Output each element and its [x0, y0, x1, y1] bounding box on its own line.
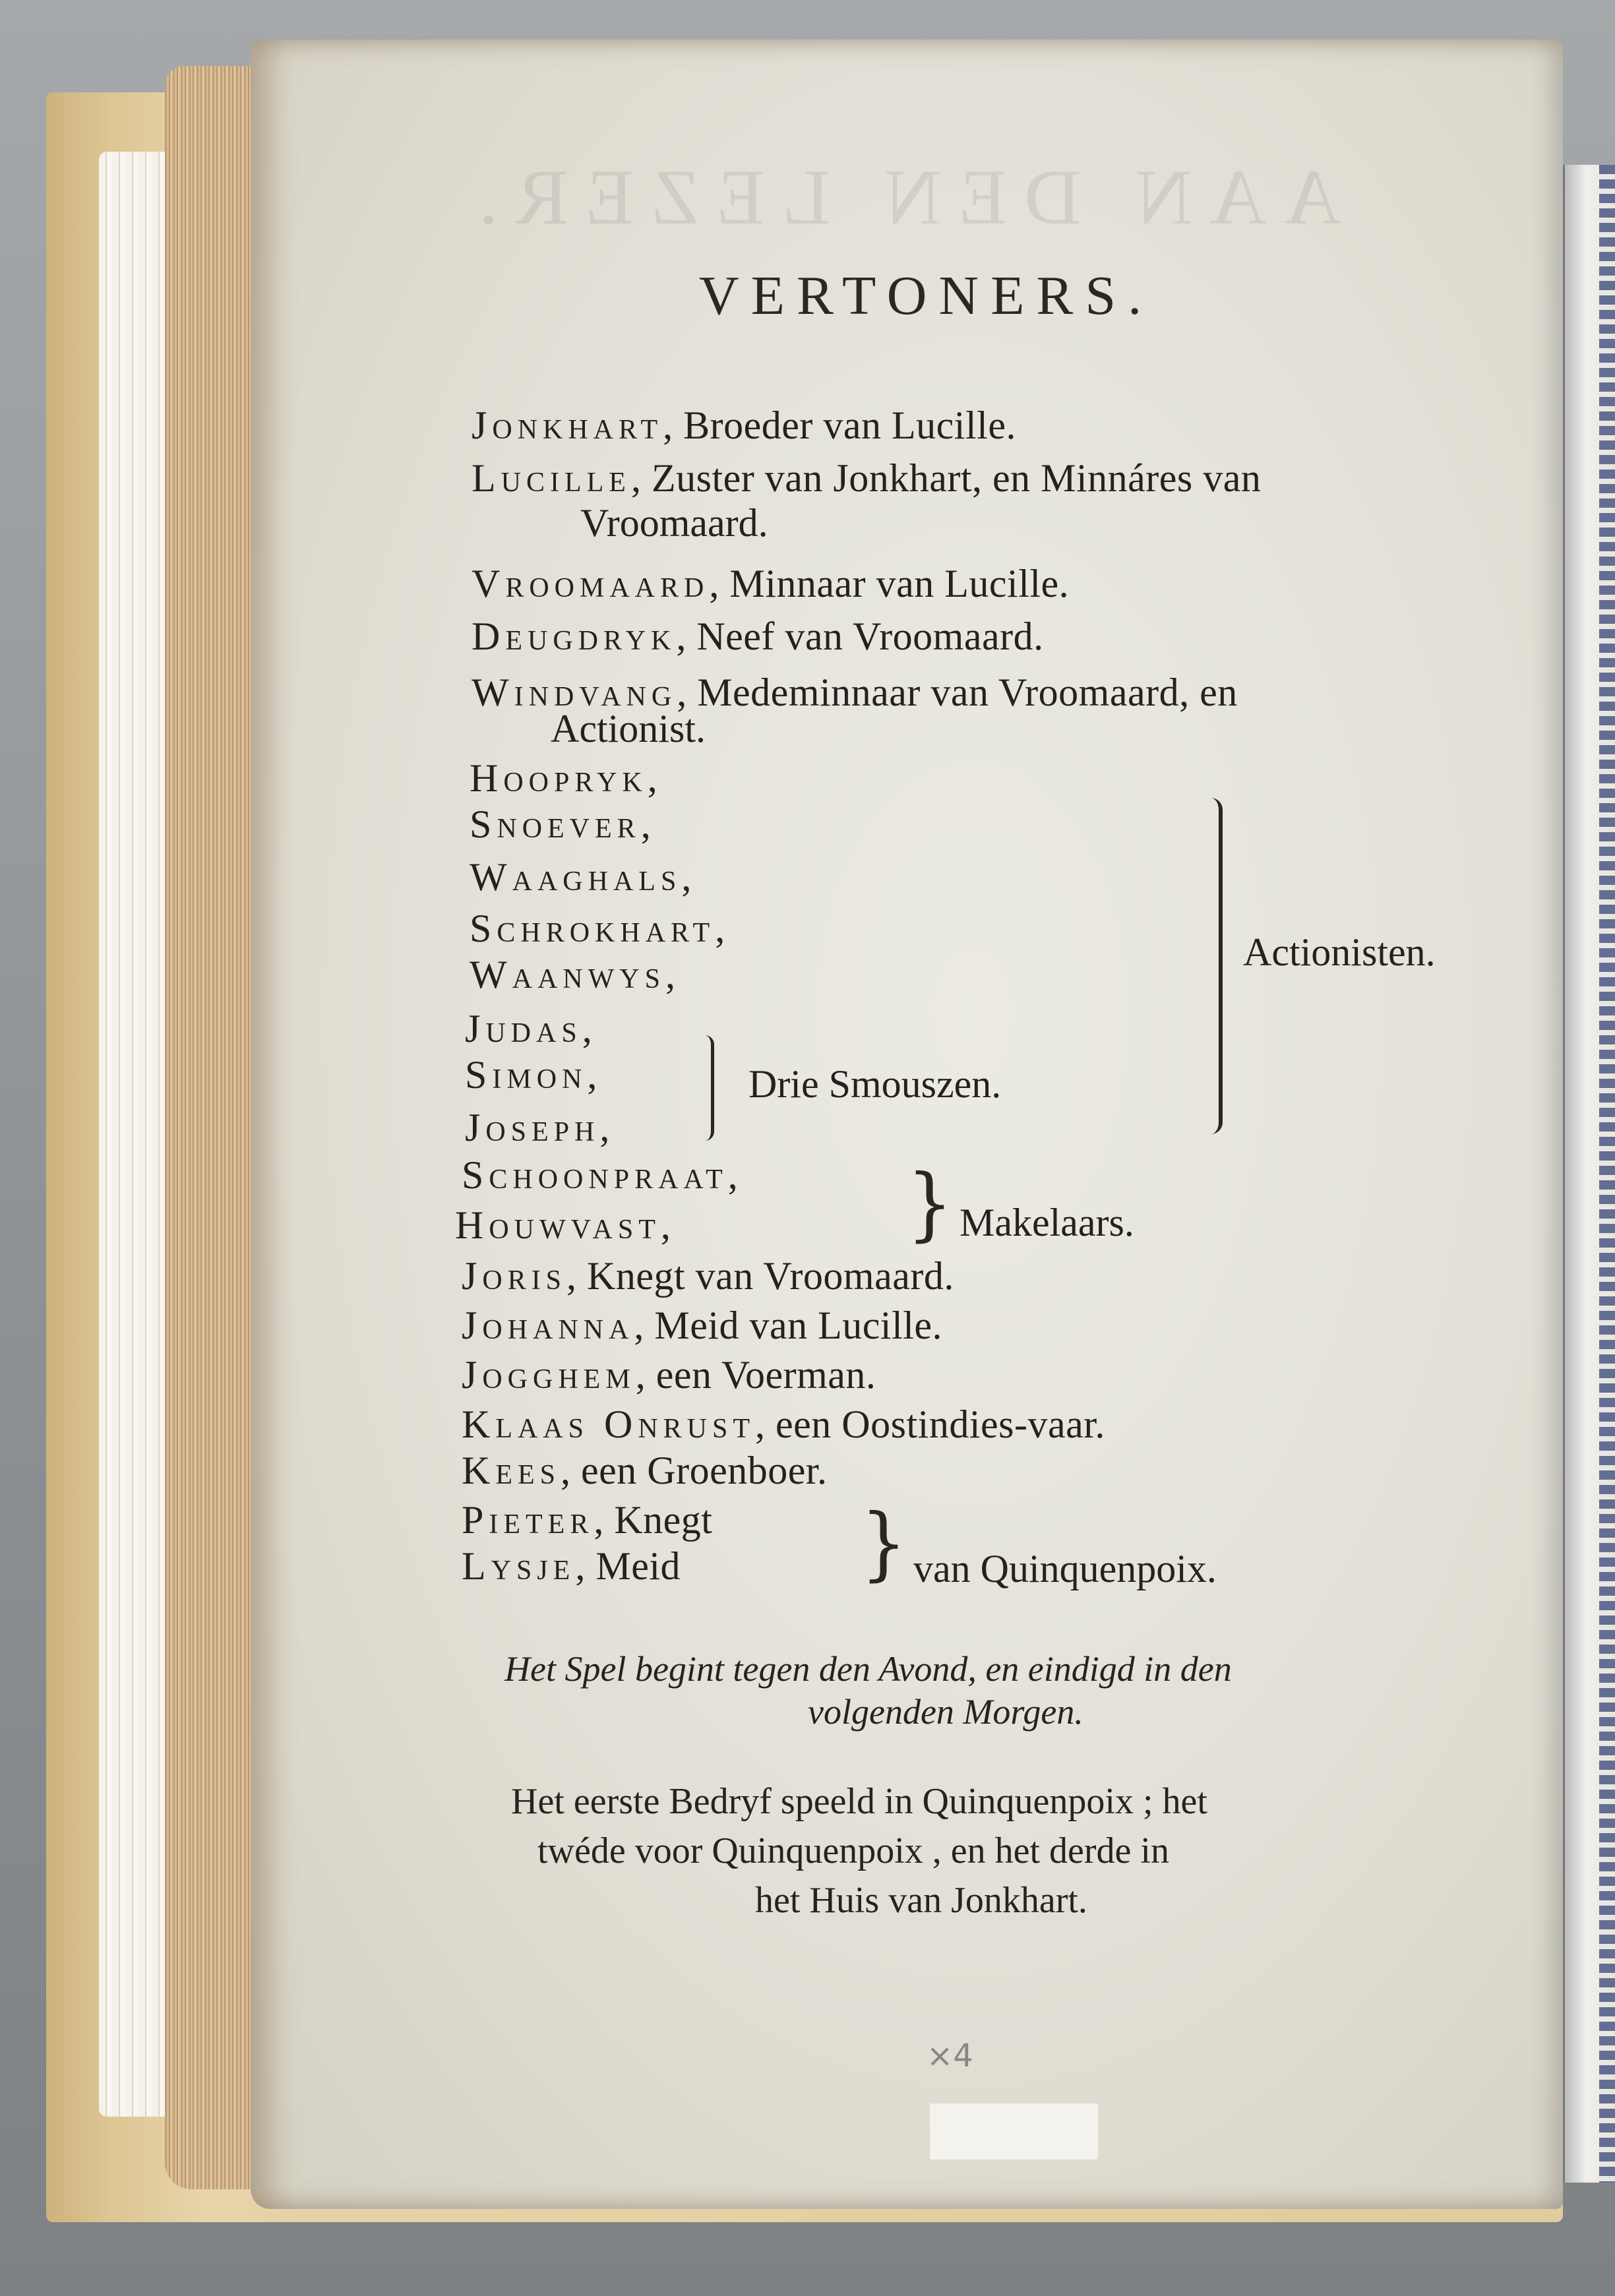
character-description: , Meid van Lucille. [634, 1304, 943, 1347]
cast-line [472, 406, 1016, 445]
character-name: Windvang [472, 671, 677, 714]
quinquenpoix-brace: } [861, 1496, 907, 1590]
cast-line [462, 1355, 876, 1395]
cast-continuation: Actionist. [551, 707, 706, 750]
comma: , [587, 1053, 597, 1097]
page-heading: VERTONERS. [699, 265, 1154, 326]
cast-line [462, 1306, 942, 1345]
smouszen-bracket [694, 1035, 714, 1141]
character-description: , een Voerman. [635, 1353, 876, 1397]
character-name: Simon [465, 1053, 588, 1097]
comma: , [647, 756, 657, 800]
character-name: Jogghem [462, 1353, 636, 1397]
comma: , [715, 907, 725, 950]
character-description: , Knegt van Vroomaard. [566, 1254, 954, 1298]
actionisten-bracket [1192, 798, 1223, 1134]
character-name: Waaghals [470, 855, 682, 899]
comma: , [681, 855, 692, 899]
group-label-makelaars: Makelaars. [960, 1201, 1134, 1244]
character-name: Hoopryk [470, 756, 648, 800]
character-name: Lysje [462, 1544, 576, 1588]
cast-line [472, 673, 1238, 712]
character-description: , Knegt [594, 1498, 713, 1542]
cast-line [462, 1546, 681, 1586]
character-name: Johanna [462, 1304, 634, 1347]
character-description: , Minnaar van Lucille. [709, 562, 1070, 605]
time-note-line-1: Het Spel begint tegen den Avond, en eindigd in den [504, 1649, 1232, 1689]
character-name: Jonkhart [472, 404, 663, 447]
comma: , [727, 1153, 738, 1197]
character-name: Schoonpraat [462, 1153, 728, 1197]
character-description: , Neef van Vroomaard. [676, 615, 1044, 658]
cast-line [462, 1256, 954, 1296]
character-name: Lucille [472, 456, 631, 500]
character-name: Houwvast [455, 1203, 661, 1247]
character-name: Snoever [470, 802, 641, 846]
acts-note-line-2: twéde voor Quinquenpoix , en het derde in [537, 1830, 1169, 1871]
cast-line [470, 955, 675, 994]
cast-line [462, 1500, 712, 1540]
group-label-actionisten: Actionisten. [1243, 930, 1436, 974]
cast-line [472, 458, 1261, 498]
cast-line [465, 1009, 592, 1048]
character-name: Schrokhart [470, 907, 716, 950]
group-label-quinquenpoix: van Quinquenpoix. [913, 1547, 1217, 1590]
cast-line [470, 909, 725, 948]
character-name: Judas [465, 1007, 582, 1050]
cast-line [470, 804, 651, 844]
cast-line [470, 758, 657, 798]
facing-page-marbled-edge [1599, 165, 1615, 2183]
cast-line [462, 1451, 828, 1490]
character-description: , een Oostindies-vaar. [755, 1403, 1105, 1446]
cast-line [462, 1155, 738, 1195]
cast-line [472, 617, 1044, 656]
character-name: Joseph [465, 1106, 600, 1149]
paper-label-strip [930, 2103, 1098, 2160]
comma: , [582, 1007, 592, 1050]
character-name: Pieter [462, 1498, 594, 1542]
character-description: , Zuster van Jonkhart, en Minnáres van [630, 456, 1262, 500]
character-name: Kees [462, 1449, 561, 1492]
comma: , [640, 802, 651, 846]
acts-note-line-1: Het eerste Bedryf speeld in Quinquenpoix ; het [511, 1781, 1207, 1822]
cast-line [455, 1205, 671, 1245]
cast-line [465, 1108, 609, 1147]
cast-line [465, 1055, 597, 1095]
cast-line [472, 564, 1069, 603]
character-name: Klaas Onrust [462, 1403, 756, 1446]
makelaars-brace: } [907, 1157, 953, 1250]
character-description: , Broeder van Lucille. [663, 404, 1016, 447]
show-through-text: AAN DEN LEZER. [462, 153, 1341, 241]
cast-line [470, 857, 691, 897]
cast-continuation: Vroomaard. [580, 501, 768, 545]
comma: , [660, 1203, 671, 1247]
cast-line [462, 1405, 1105, 1444]
time-note-line-2: volgenden Morgen. [808, 1692, 1083, 1732]
character-name: Waanwys [470, 953, 665, 996]
character-description: , Medeminnaar van Vroomaard, en [677, 671, 1238, 714]
character-description: , een Groenboer. [561, 1449, 828, 1492]
character-description: , Meid [575, 1544, 681, 1588]
acts-note-line-3: het Huis van Jonkhart. [755, 1880, 1087, 1921]
comma: , [665, 953, 675, 996]
pencil-mark: ×4 [927, 2038, 973, 2074]
character-name: Joris [462, 1254, 567, 1298]
comma: , [599, 1106, 610, 1149]
character-name: Vroomaard [472, 562, 710, 605]
character-name: Deugdryk [472, 615, 677, 658]
group-label-smouszen: Drie Smouszen. [748, 1062, 1002, 1106]
